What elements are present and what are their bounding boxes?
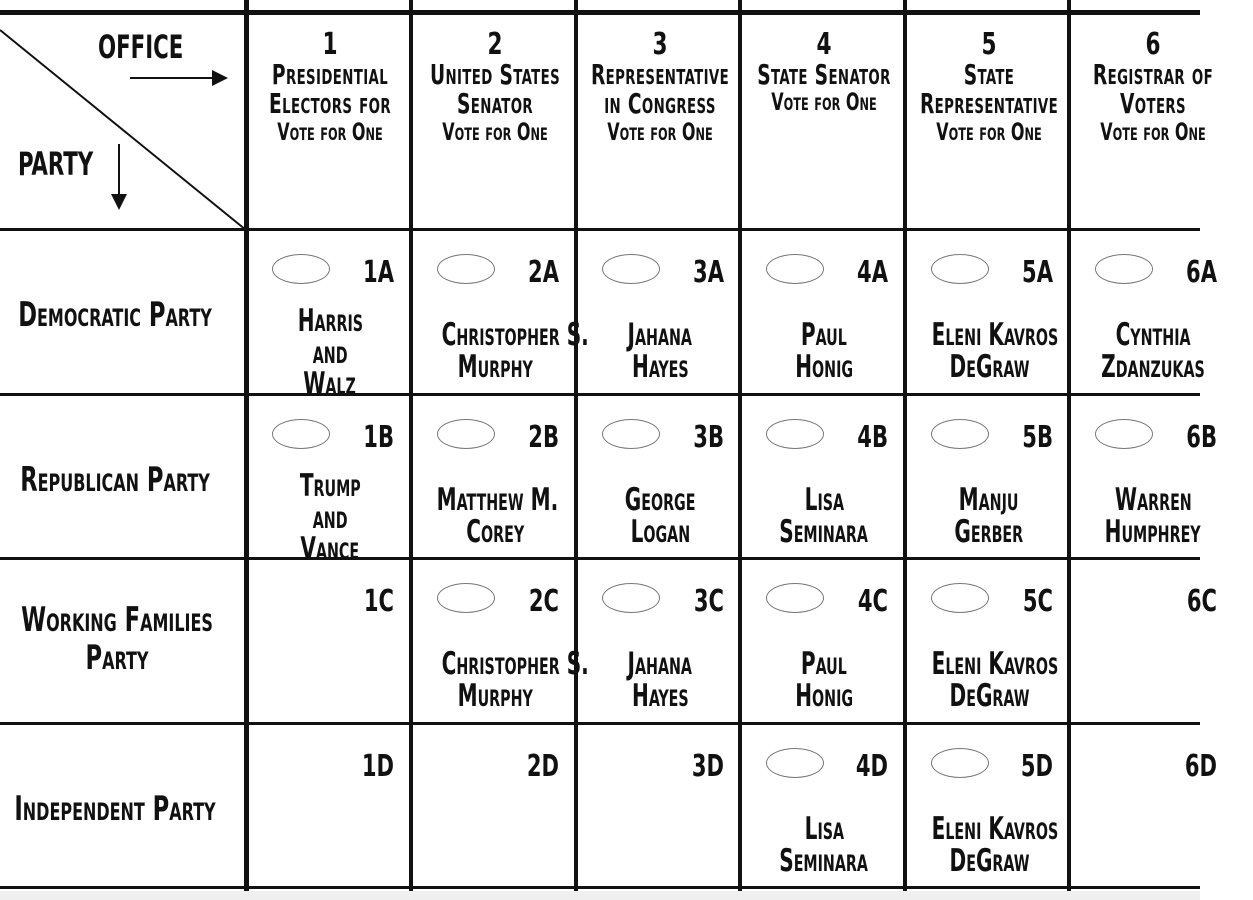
vote-oval[interactable] xyxy=(931,254,989,284)
ballot-cell[interactable] xyxy=(413,397,577,561)
office-title: State Senator xyxy=(757,58,891,91)
cell-code: 1D xyxy=(361,749,394,784)
candidate-name-line: DeGraw xyxy=(949,842,1029,879)
candidate-name-line: Trump xyxy=(299,468,361,504)
vote-oval[interactable] xyxy=(1095,419,1153,449)
vote-oval[interactable] xyxy=(602,419,660,449)
ballot-cell[interactable] xyxy=(578,397,742,561)
party-name-line: Working Families xyxy=(21,600,213,640)
ballot-cell[interactable] xyxy=(578,561,742,725)
ballot-cell[interactable] xyxy=(907,397,1071,561)
candidate-name-line: and xyxy=(312,499,348,536)
candidate-name-line: Lisa xyxy=(804,811,844,847)
party-name-line: Republican Party xyxy=(20,460,210,500)
vote-oval[interactable] xyxy=(766,419,824,449)
vote-instruction: Vote for One xyxy=(936,117,1042,146)
office-title: Senator xyxy=(456,87,534,121)
ballot-cell[interactable] xyxy=(907,232,1071,396)
vote-oval[interactable] xyxy=(931,419,989,449)
candidate-name-line: Gerber xyxy=(954,513,1024,550)
ballot-cell xyxy=(248,561,412,725)
vote-oval[interactable] xyxy=(931,583,989,613)
candidate-name xyxy=(578,646,742,714)
candidate-name xyxy=(907,317,1071,385)
candidate-name-line: Eleni Kavros xyxy=(931,646,1059,682)
candidate-name xyxy=(742,811,906,879)
candidate-name xyxy=(907,646,1071,714)
party-name xyxy=(4,790,226,828)
candidate-name-line: Jahana xyxy=(627,646,693,682)
office-title: United States xyxy=(429,58,561,91)
candidate-name xyxy=(413,646,589,714)
cell-code: 5B xyxy=(1022,420,1053,455)
cell-code: 4A xyxy=(857,255,888,290)
candidate-name-line: Zdanzukas xyxy=(1101,348,1205,385)
candidate-name-line: Warren xyxy=(1114,482,1192,518)
ballot-cell[interactable] xyxy=(742,397,906,561)
cell-code: 2A xyxy=(528,255,559,290)
party-name xyxy=(4,296,226,334)
bottom-strip xyxy=(0,891,1200,900)
ballot-cell[interactable] xyxy=(578,232,742,396)
candidate-name-line: Matthew M. xyxy=(436,482,559,518)
candidate-name xyxy=(413,317,589,385)
candidate-name xyxy=(413,482,577,550)
candidate-name-line: Jahana xyxy=(627,317,693,353)
vote-oval[interactable] xyxy=(766,254,824,284)
ballot-cell[interactable] xyxy=(907,726,1071,890)
office-number: 3 xyxy=(652,27,668,62)
vote-oval[interactable] xyxy=(437,419,495,449)
candidate-name-line: and xyxy=(312,334,348,371)
vote-oval[interactable] xyxy=(1095,254,1153,284)
candidate-name-line: Vance xyxy=(300,531,360,568)
ballot-cell[interactable] xyxy=(248,232,412,403)
vote-oval[interactable] xyxy=(437,254,495,284)
candidate-name-line: DeGraw xyxy=(949,677,1029,714)
office-number: 4 xyxy=(816,27,832,62)
row-divider xyxy=(0,228,1200,231)
candidate-name-line: Hayes xyxy=(631,677,689,714)
ballot-cell[interactable] xyxy=(742,232,906,396)
office-title: Registrar of xyxy=(1092,58,1214,91)
header-corner-graphics xyxy=(0,0,250,235)
candidate-name xyxy=(1071,317,1235,385)
candidate-name-line: George xyxy=(624,482,696,518)
candidate-name-line: Manju xyxy=(959,482,1019,518)
office-title: Presidential xyxy=(271,58,389,91)
cell-code: 6A xyxy=(1186,255,1217,290)
office-title: Electors for xyxy=(269,87,391,121)
candidate-name-line: Christopher S. xyxy=(441,317,589,353)
vote-oval[interactable] xyxy=(272,419,330,449)
candidate-name-line: Honig xyxy=(795,677,853,714)
candidate-name xyxy=(1071,482,1235,550)
candidate-name-line: Walz xyxy=(303,366,357,403)
candidate-name-line: Corey xyxy=(466,513,524,550)
vote-oval[interactable] xyxy=(602,583,660,613)
candidate-name-line: Eleni Kavros xyxy=(931,811,1059,847)
candidate-name-line: Paul xyxy=(801,646,847,682)
cell-code: 2D xyxy=(526,749,559,784)
candidate-name xyxy=(742,646,906,714)
ballot-cell xyxy=(1071,726,1235,890)
ballot-cell[interactable] xyxy=(248,397,412,568)
ballot-cell xyxy=(248,726,412,890)
right-arrow-head-icon xyxy=(212,70,228,86)
candidate-name-line: Cynthia xyxy=(1115,317,1191,353)
candidate-name-line: Eleni Kavros xyxy=(931,317,1059,353)
candidate-name-line: Humphrey xyxy=(1105,513,1201,550)
cell-code: 4B xyxy=(857,420,888,455)
party-name-line: Party xyxy=(85,638,149,679)
candidate-name-line: Murphy xyxy=(457,348,533,385)
cell-code: 2C xyxy=(528,584,559,619)
office-title: in Congress xyxy=(604,87,716,121)
vote-instruction: Vote for One xyxy=(771,88,877,117)
vote-instruction: Vote for One xyxy=(277,117,383,146)
candidate-name-line: Murphy xyxy=(457,677,533,714)
candidate-name-line: Lisa xyxy=(804,482,844,518)
candidate-name-line: Seminara xyxy=(779,842,869,879)
candidate-name xyxy=(907,811,1071,879)
candidate-name xyxy=(907,482,1071,550)
cell-code: 3C xyxy=(693,584,724,619)
candidate-name-line: Harris xyxy=(297,303,363,339)
ballot-cell xyxy=(578,726,742,890)
ballot-cell[interactable] xyxy=(907,561,1071,725)
party-name xyxy=(4,461,226,499)
party-name xyxy=(6,601,228,677)
cell-code: 4D xyxy=(855,749,888,784)
cell-code: 3D xyxy=(691,749,724,784)
cell-code: 1A xyxy=(363,255,394,290)
candidate-name xyxy=(248,468,412,568)
ballot-cell[interactable] xyxy=(742,561,906,725)
candidate-name xyxy=(578,482,742,550)
cell-code: 3B xyxy=(693,420,724,455)
office-title: Representative xyxy=(919,87,1059,121)
candidate-name xyxy=(248,303,412,403)
office-number: 2 xyxy=(487,27,503,62)
cell-code: 6C xyxy=(1186,584,1217,619)
ballot-cell[interactable] xyxy=(413,561,589,725)
candidate-name xyxy=(742,482,906,550)
candidate-name-line: Hayes xyxy=(631,348,689,385)
vote-oval[interactable] xyxy=(931,748,989,778)
office-column-header xyxy=(1053,27,1253,146)
cell-code: 5A xyxy=(1022,255,1053,290)
office-number: 6 xyxy=(1145,27,1161,62)
cell-code: 1B xyxy=(363,420,394,455)
candidate-name-line: Honig xyxy=(795,348,853,385)
office-title: Voters xyxy=(1120,87,1186,121)
vote-instruction: Vote for One xyxy=(442,117,548,146)
vote-instruction: Vote for One xyxy=(607,117,713,146)
party-header-label: PARTY xyxy=(18,145,94,183)
party-name-line: Democratic Party xyxy=(18,295,212,335)
office-title: State xyxy=(963,58,1015,91)
cell-code: 5C xyxy=(1022,584,1053,619)
down-arrow-head-icon xyxy=(111,194,127,210)
party-name-line: Independent Party xyxy=(14,789,216,829)
cell-code: 6D xyxy=(1184,749,1217,784)
vote-oval[interactable] xyxy=(766,583,824,613)
cell-code: 4C xyxy=(857,584,888,619)
candidate-name-line: Logan xyxy=(630,513,690,550)
candidate-name-line: Christopher S. xyxy=(441,646,589,682)
cell-code: 3A xyxy=(693,255,724,290)
cell-code: 1C xyxy=(363,584,394,619)
vote-instruction: Vote for One xyxy=(1100,117,1206,146)
row-divider xyxy=(0,10,1200,15)
vote-oval[interactable] xyxy=(602,254,660,284)
ballot-cell[interactable] xyxy=(742,726,906,890)
candidate-name-line: Paul xyxy=(801,317,847,353)
office-title: Representative xyxy=(590,58,730,91)
cell-code: 5D xyxy=(1020,749,1053,784)
vote-oval[interactable] xyxy=(437,583,495,613)
ballot-cell xyxy=(413,726,577,890)
cell-code: 2B xyxy=(528,420,559,455)
ballot-cell[interactable] xyxy=(1071,232,1235,396)
vote-oval[interactable] xyxy=(766,748,824,778)
office-number: 1 xyxy=(322,27,338,62)
candidate-name-line: DeGraw xyxy=(949,348,1029,385)
cell-code: 6B xyxy=(1186,420,1217,455)
candidate-name xyxy=(578,317,742,385)
candidate-name-line: Seminara xyxy=(779,513,869,550)
ballot-cell[interactable] xyxy=(1071,397,1235,561)
ballot-cell xyxy=(1071,561,1235,725)
office-header-label: OFFICE xyxy=(98,28,184,66)
candidate-name xyxy=(742,317,906,385)
vote-oval[interactable] xyxy=(272,254,330,284)
ballot-cell[interactable] xyxy=(413,232,589,396)
office-number: 5 xyxy=(981,27,997,62)
